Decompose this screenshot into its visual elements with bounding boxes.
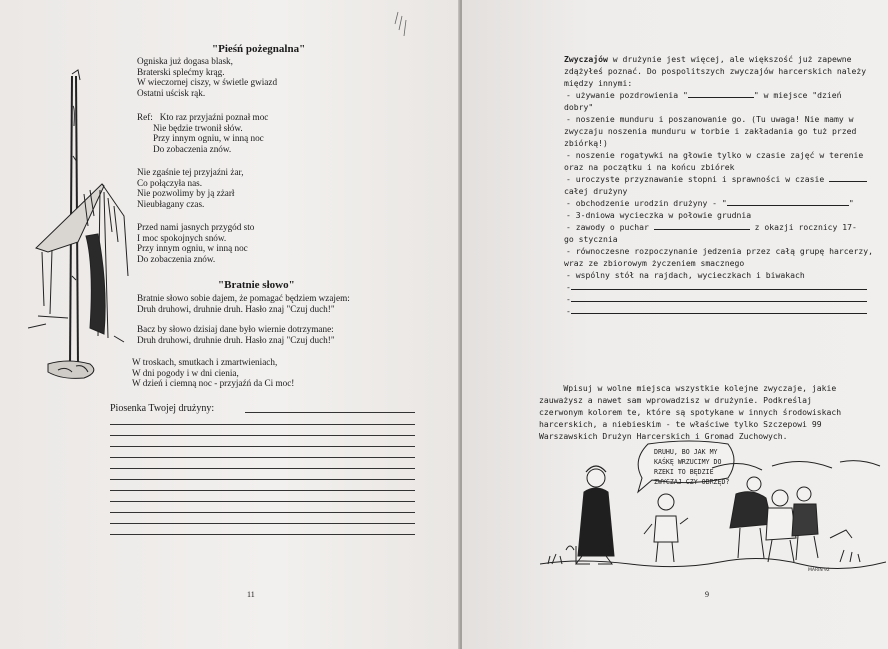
custom-blank[interactable] bbox=[571, 305, 867, 314]
verse-line: Nieubłagany czas. bbox=[137, 198, 205, 209]
own-song-line[interactable] bbox=[110, 534, 415, 535]
birthday-blank[interactable] bbox=[727, 197, 849, 206]
song1-verse1 bbox=[137, 56, 277, 98]
song1-refrain bbox=[137, 112, 268, 154]
own-song-line[interactable] bbox=[110, 435, 415, 436]
meal-item: wraz ze zbiorowym życzeniem smacznego bbox=[564, 258, 745, 268]
own-song-label: Piosenka Twojej drużyny: bbox=[110, 403, 215, 414]
speech-bubble-text bbox=[654, 447, 729, 487]
artist-signature: MARIN'92 bbox=[808, 568, 830, 573]
own-song-line[interactable] bbox=[110, 490, 415, 491]
verse-line: W troskach, smutkach i zmartwieniach, bbox=[132, 357, 278, 367]
blank-item-dash: - bbox=[566, 294, 571, 304]
uniform-item: zbiórką!) bbox=[564, 138, 608, 148]
own-song-line[interactable] bbox=[245, 412, 415, 413]
own-song-line[interactable] bbox=[110, 446, 415, 447]
song2-verse2 bbox=[137, 324, 335, 345]
verse-line: Ostatni uścisk rąk. bbox=[137, 87, 206, 98]
cup-item: z okazji rocznicy 17- bbox=[754, 222, 857, 232]
verse-line: Bacz by słowo dzisiaj dane było wiernie dotrzymane: bbox=[137, 324, 334, 334]
ceremony-blank[interactable] bbox=[829, 173, 867, 182]
verse-line: Ogniska już dogasa blask, bbox=[137, 56, 233, 66]
song2-verse3 bbox=[132, 357, 294, 389]
song1-title: "Pieśń pożegnalna" bbox=[212, 43, 306, 55]
own-song-line[interactable] bbox=[110, 479, 415, 480]
own-song-line[interactable] bbox=[110, 457, 415, 458]
verse-line: Druh druhowi, druhnie druh. Hasło znaj "Czuj duch!" bbox=[137, 303, 335, 314]
greeting-blank[interactable] bbox=[688, 89, 754, 98]
text-line: czerwonym kolorem te, które są spotykane w innych środowiskach bbox=[539, 407, 842, 417]
text-line: w drużynie jest więcej, ale większość już zapewne bbox=[607, 54, 852, 64]
bubble-line: ZWYCZAJ CZY OBRZĘD? bbox=[654, 478, 730, 486]
text-line: zauważysz a nawet sam wprowadzisz w drużynie. Podkreślaj bbox=[539, 395, 812, 405]
flagpole-tent-illustration bbox=[28, 66, 138, 386]
birthday-item: " bbox=[848, 198, 854, 208]
instructions-text bbox=[539, 382, 841, 442]
right-page bbox=[462, 0, 888, 649]
bubble-line: DRUHU, BO JAK MY bbox=[654, 448, 718, 456]
blank-item-dash: - bbox=[566, 306, 571, 316]
refrain-line: Do zobaczenia znów. bbox=[153, 143, 232, 154]
text-line: Wpisuj w wolne miejsca wszystkie kolejne zwyczaje, jakie bbox=[539, 383, 837, 393]
blank-item-dash: - bbox=[566, 282, 571, 292]
greeting-text: dobry" bbox=[564, 102, 594, 112]
verse-line: Do zobaczenia znów. bbox=[137, 253, 216, 264]
greeting-text: - używanie pozdrowienia " bbox=[566, 90, 688, 100]
verse-line: Przy innym ogniu, w inną noc bbox=[137, 243, 248, 254]
verse-line: Nie zgaśnie tej przyjaźni żar, bbox=[137, 167, 244, 177]
pencil-marks bbox=[392, 10, 412, 42]
song2-verse1 bbox=[137, 293, 350, 314]
hat-item: oraz na początku i na końcu zbiórek bbox=[564, 162, 735, 172]
uniform-item: zwyczaju noszenia munduru w torbie i zakładania go tuż przed bbox=[564, 126, 857, 136]
meal-item: - równoczesne rozpoczynanie jedzenia przez całą grupę harcerzy, bbox=[566, 246, 873, 256]
song1-verse3 bbox=[137, 222, 254, 264]
verse-line: Przed nami jasnych przygód sto bbox=[137, 222, 255, 232]
text-line: Warszawskich Drużyn Harcerskich i Gromad Zuchowych. bbox=[539, 431, 788, 441]
cup-blank[interactable] bbox=[654, 221, 750, 230]
table-item: - wspólny stół na rajdach, wycieczkach i biwakach bbox=[566, 270, 805, 280]
customs-lead: Zwyczajów bbox=[564, 54, 608, 64]
verse-line: I moc spokojnych snów. bbox=[137, 232, 227, 243]
trip-item: - 3-dniowa wycieczka w połowie grudnia bbox=[566, 210, 752, 220]
verse-line: W dni pogody i w dni cienia, bbox=[132, 367, 239, 378]
text-line: zdążyłeś poznać. Do pospolitszych zwyczajów harcerskich należy bbox=[564, 66, 867, 76]
hat-item: - noszenie rogatywki na głowie tylko w czasie zajęć w terenie bbox=[566, 150, 864, 160]
customs-text bbox=[564, 53, 873, 317]
cup-item: - zawody o puchar bbox=[566, 222, 649, 232]
custom-blank[interactable] bbox=[571, 293, 867, 302]
own-song-line[interactable] bbox=[110, 501, 415, 502]
verse-line: Braterski splećmy krąg. bbox=[137, 66, 225, 77]
right-page-number: 9 bbox=[705, 590, 709, 599]
verse-line: Druh druhowi, druhnie druh. Hasło znaj "Czuj duch!" bbox=[137, 334, 335, 345]
refrain-line: Ref: Kto raz przyjaźni poznał moc bbox=[137, 112, 269, 122]
left-page-number: 11 bbox=[247, 590, 255, 599]
song2-title: "Bratnie słowo" bbox=[218, 279, 295, 291]
verse-line: W dzień i ciemną noc - przyjaźń da Ci moc! bbox=[132, 378, 295, 389]
bubble-line: KAŚKĘ WRZUCIMY DO bbox=[654, 458, 722, 466]
own-song-line[interactable] bbox=[110, 523, 415, 524]
text-line: harcerskich, a niebieskim - te właściwe tylko Szczepowi 99 bbox=[539, 419, 822, 429]
bubble-line: RZEKI TO BĘDZIE bbox=[654, 468, 714, 476]
uniform-item: - noszenie munduru i poszanowanie go. (Tu uwaga! Nie mamy w bbox=[566, 114, 854, 124]
verse-line: Co połączyła nas. bbox=[137, 177, 203, 188]
own-song-line[interactable] bbox=[110, 468, 415, 469]
text-line: między innymi: bbox=[564, 78, 633, 88]
greeting-text: " w miejsce "dzień bbox=[753, 90, 842, 100]
birthday-item: - obchodzenie urodzin drużyny - " bbox=[566, 198, 727, 208]
song1-verse2 bbox=[137, 167, 244, 209]
ceremony-item: - uroczyste przyznawanie stopni i sprawności w czasie bbox=[566, 174, 825, 184]
refrain-line: Przy innym ogniu, w inną noc bbox=[153, 133, 264, 144]
verse-line: W wieczornej ciszy, w świetle gwiazd bbox=[137, 77, 278, 88]
own-song-line[interactable] bbox=[110, 512, 415, 513]
ceremony-item: całej drużyny bbox=[564, 186, 628, 196]
custom-blank[interactable] bbox=[571, 281, 867, 290]
refrain-line: Nie będzie trwonił słów. bbox=[153, 122, 243, 133]
verse-line: Nie pozwolimy by ją zżarł bbox=[137, 188, 235, 199]
cup-item: go stycznia bbox=[564, 234, 618, 244]
own-song-line[interactable] bbox=[110, 424, 415, 425]
verse-line: Bratnie słowo sobie dajem, że pomagać będziem wzajem: bbox=[137, 293, 350, 303]
